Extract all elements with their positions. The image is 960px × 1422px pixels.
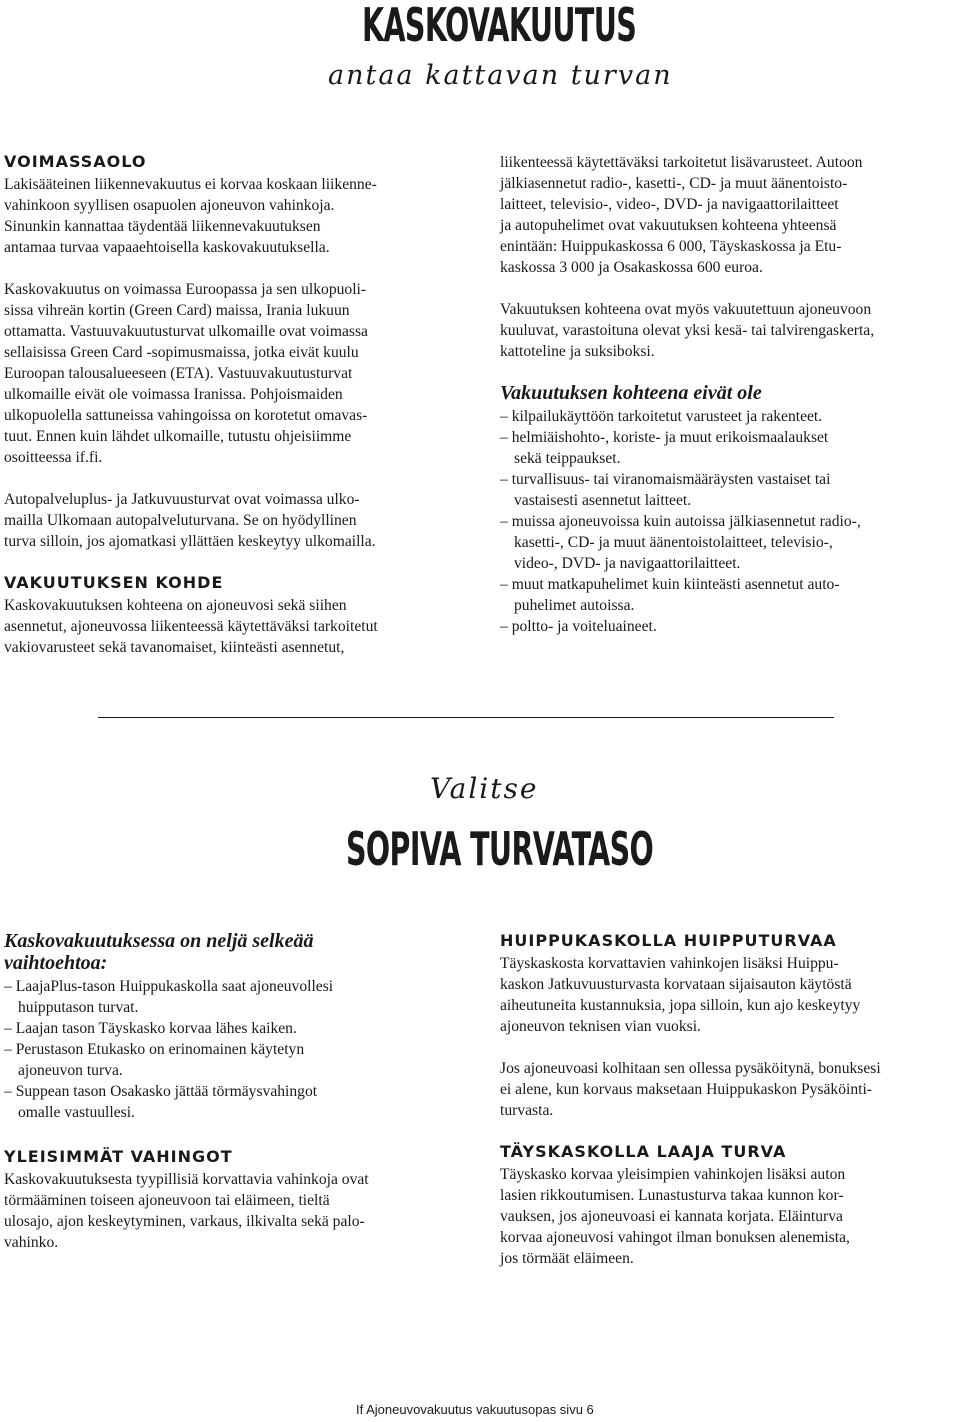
text-line: Lakisääteinen liikennevakuutus ei korvaa koskaan liikenne- (4, 176, 377, 193)
text-line: – kilpailukäyttöön tarkoitetut varusteet ja rakenteet. (500, 408, 823, 425)
list-item (4, 1039, 460, 1081)
text-line: huipputason turvat. (18, 999, 139, 1016)
vaihtoehdot-list (4, 976, 460, 1123)
page-footer: If Ajoneuvovakuutus vakuutusopas sivu 6 (356, 1402, 594, 1417)
text-line: kuuluvat, varastoituna olevat yksi kesä- tai talvirengaskerta, (500, 322, 875, 339)
text-line: omalle vastuullesi. (18, 1104, 135, 1121)
list-item (500, 427, 956, 469)
list-item (500, 574, 956, 616)
text-line: ulkopuolella sattuneissa vahingoissa on korotetut omavas- (4, 407, 368, 424)
list-item (4, 1018, 460, 1039)
heading-huippukasko: HUIPPUKASKOLLA HUIPPUTURVAA (500, 931, 837, 950)
text-line: ottamatta. Vastuuvakuutusturvat ulkomaille ovat voimassa (4, 323, 368, 340)
page-title: KASKOVAKUUTUS (362, 0, 637, 52)
heading-yleisimmat: YLEISIMMÄT VAHINGOT (4, 1147, 233, 1166)
text-line: vaihtoehtoa: (4, 952, 108, 974)
text-line: – Suppean tason Osakasko jättää törmäysvahingot (4, 1083, 318, 1100)
text-line: – Perustason Etukasko on erinomainen käytetyn (4, 1041, 305, 1058)
text-line: Autopalveluplus- ja Jatkuvuusturvat ovat voimassa ulko- (4, 491, 360, 508)
list-item (4, 1081, 460, 1123)
text-line: Täyskasko korvaa yleisimpien vahinkojen lisäksi auton (500, 1166, 846, 1183)
text-line: Euroopan talousalueeseen (ETA). Vastuuvakuutusturvat (4, 365, 353, 382)
page-subtitle: antaa kattavan turvan (328, 60, 673, 91)
text-line: Kaskovakuutuksesta tyypillisiä korvattavia vahinkoja ovat (4, 1171, 369, 1188)
text-line: törmääminen toiseen ajoneuvoon tai eläimeen, tieltä (4, 1192, 330, 1209)
subheading-ei-kohde (500, 382, 956, 404)
text-line: – turvallisuus- tai viranomaismääräysten vastaiset tai (500, 471, 831, 488)
text-line: sissa vihreän kortin (Green Card) maissa, Irania lukuun (4, 302, 350, 319)
text-line: ulosajo, ajon keskeytyminen, varkaus, ilkivalta sekä palo- (4, 1213, 365, 1230)
text-line: tuut. Ennen kuin lähdet ulkomaille, tutustu ohjeisiimme (4, 428, 352, 445)
text-line: Sinunkin kannattaa täydentää liikennevakuutuksen (4, 218, 321, 235)
section-kohde (4, 573, 464, 658)
subheading-vaihtoehdot (4, 930, 460, 974)
text-line: sekä teippaukset. (514, 450, 621, 467)
text-line: Kaskovakuutuksen kohteena on ajoneuvosi sekä siihen (4, 597, 347, 614)
section-ei-kohde (500, 382, 956, 637)
huippukasko-paragraph-1 (500, 953, 958, 1037)
text-line: aiheutuneita kustannuksia, jopa silloin, kun ajo keskeytyy (500, 997, 861, 1014)
list-item (4, 976, 460, 1018)
text-line: – Laajan tason Täyskasko korvaa lähes kaiken. (4, 1020, 297, 1037)
text-line: liikenteessä käytettäväksi tarkoitetut lisävarusteet. Autoon (500, 154, 863, 171)
section-voimassaolo (4, 152, 460, 552)
text-line: – LaajaPlus-tason Huippukaskolla saat ajoneuvollesi (4, 978, 334, 995)
kohde-paragraph-1 (4, 595, 464, 658)
valitse-title: SOPIVA TURVATASO (346, 822, 654, 876)
text-line: Täyskaskosta korvattavien vahinkojen lisäksi Huippu- (500, 955, 839, 972)
text-line: ajoneuvon teknisen vian vuoksi. (500, 1018, 701, 1035)
text-line: – muissa ajoneuvoissa kuin autoissa jälkiasennetut radio-, (500, 513, 861, 530)
text-line: vahinkoon syyllisen osapuolen ajoneuvon vahinkoja. (4, 197, 335, 214)
text-line: jos törmäät eläimeen. (500, 1250, 634, 1267)
text-line: ulkomaille eivät ole voimassa Iranissa. Pohjoismaiden (4, 386, 343, 403)
text-line: – muut matkapuhelimet kuin kiinteästi asennetut auto- (500, 576, 840, 593)
text-line: mailla Ulkomaan autopalveluturvana. Se on hyödyllinen (4, 512, 357, 529)
text-line: ajoneuvon turva. (18, 1062, 123, 1079)
list-item (500, 616, 956, 637)
text-line: antamaa turvaa vapaaehtoisella kaskovakuutuksella. (4, 239, 330, 256)
text-line: Kaskovakuutus on voimassa Euroopassa ja sen ulkopuoli- (4, 281, 367, 298)
text-line: osoitteessa if.fi. (4, 449, 103, 466)
text-line: asennetut, ajoneuvossa liikenteessä käytettäväksi tarkoitetut (4, 618, 378, 635)
ei-kohde-list (500, 406, 956, 637)
section-huippukasko (500, 931, 958, 1121)
tayskasko-paragraph (500, 1164, 956, 1269)
section-tayskasko (500, 1142, 956, 1269)
text-line: ja autopuhelimet ovat vakuutuksen kohteena yhteensä (500, 217, 837, 234)
section-vaihtoehdot (4, 930, 460, 1123)
section-divider (98, 717, 834, 718)
text-line: jälkiasennetut radio-, kasetti-, CD- ja muut äänentoisto- (500, 175, 848, 192)
text-line: – poltto- ja voiteluaineet. (500, 618, 657, 635)
text-line: vakiovarusteet sekä tavanomaiset, kiinteästi asennetut, (4, 639, 345, 656)
kohde-paragraph-3 (500, 299, 956, 362)
list-item (500, 406, 956, 427)
section-kohde-continued (500, 152, 956, 362)
huippukasko-paragraph-2 (500, 1058, 958, 1121)
section-yleisimmat (4, 1147, 460, 1253)
heading-voimassaolo: VOIMASSAOLO (4, 152, 147, 171)
text-line: kaskon Jatkuvuusturvasta korvataan sijaisauton käytöstä (500, 976, 852, 993)
kohde-paragraph-2 (500, 152, 956, 278)
text-line: ei alene, kun korvaus maksetaan Huippukaskon Pysäköinti- (500, 1081, 873, 1098)
text-line: laitteet, televisio-, video-, DVD- ja navigaattorilaitteet (500, 196, 839, 213)
text-line: lasien rikkoutumisen. Lunastusturva takaa kunnon kor- (500, 1187, 844, 1204)
text-line: vastaisesti asennetut laitteet. (514, 492, 692, 509)
text-line: puhelimet autoissa. (514, 597, 635, 614)
text-line: kattoteline ja suksiboksi. (500, 343, 655, 360)
text-line: Vakuutuksen kohteena eivät ole (500, 382, 762, 404)
text-line: kaskossa 3 000 ja Osakaskossa 600 euroa. (500, 259, 763, 276)
text-line: video-, DVD- ja navigaattorilaitteet. (514, 555, 741, 572)
text-line: korvaa ajoneuvosi vahingot ilman bonuksen alenemista, (500, 1229, 850, 1246)
text-line: – helmiäishohto-, koriste- ja muut erikoismaalaukset (500, 429, 829, 446)
text-line: Jos ajoneuvoasi kolhitaan sen ollessa pysäköitynä, bonuksesi (500, 1060, 881, 1077)
voimassaolo-paragraph-2 (4, 279, 460, 468)
text-line: vahinko. (4, 1234, 59, 1251)
valitse-script: Valitse (430, 772, 539, 805)
text-line: Vakuutuksen kohteena ovat myös vakuutettuun ajoneuvoon (500, 301, 872, 318)
heading-kohde: VAKUUTUKSEN KOHDE (4, 573, 224, 592)
text-line: kasetti-, CD- ja muut äänentoistolaitteet, televisio-, (514, 534, 833, 551)
text-line: vauksen, jos ajoneuvoasi ei kannata korjata. Eläinturva (500, 1208, 843, 1225)
text-line: Kaskovakuutuksessa on neljä selkeää (4, 930, 314, 952)
list-item (500, 469, 956, 511)
text-line: turva silloin, jos ajomatkasi yllättäen keskeytyy ulkomailla. (4, 533, 376, 550)
heading-tayskasko: TÄYSKASKOLLA LAAJA TURVA (500, 1142, 787, 1161)
text-line: enintään: Huippukaskossa 6 000, Täyskaskossa ja Etu- (500, 238, 842, 255)
yleisimmat-paragraph (4, 1169, 460, 1253)
voimassaolo-paragraph-3 (4, 489, 460, 552)
voimassaolo-paragraph-1 (4, 174, 460, 258)
text-line: turvasta. (500, 1102, 554, 1119)
text-line: sellaisissa Green Card -sopimusmaissa, jotka eivät kuulu (4, 344, 359, 361)
list-item (500, 511, 956, 574)
